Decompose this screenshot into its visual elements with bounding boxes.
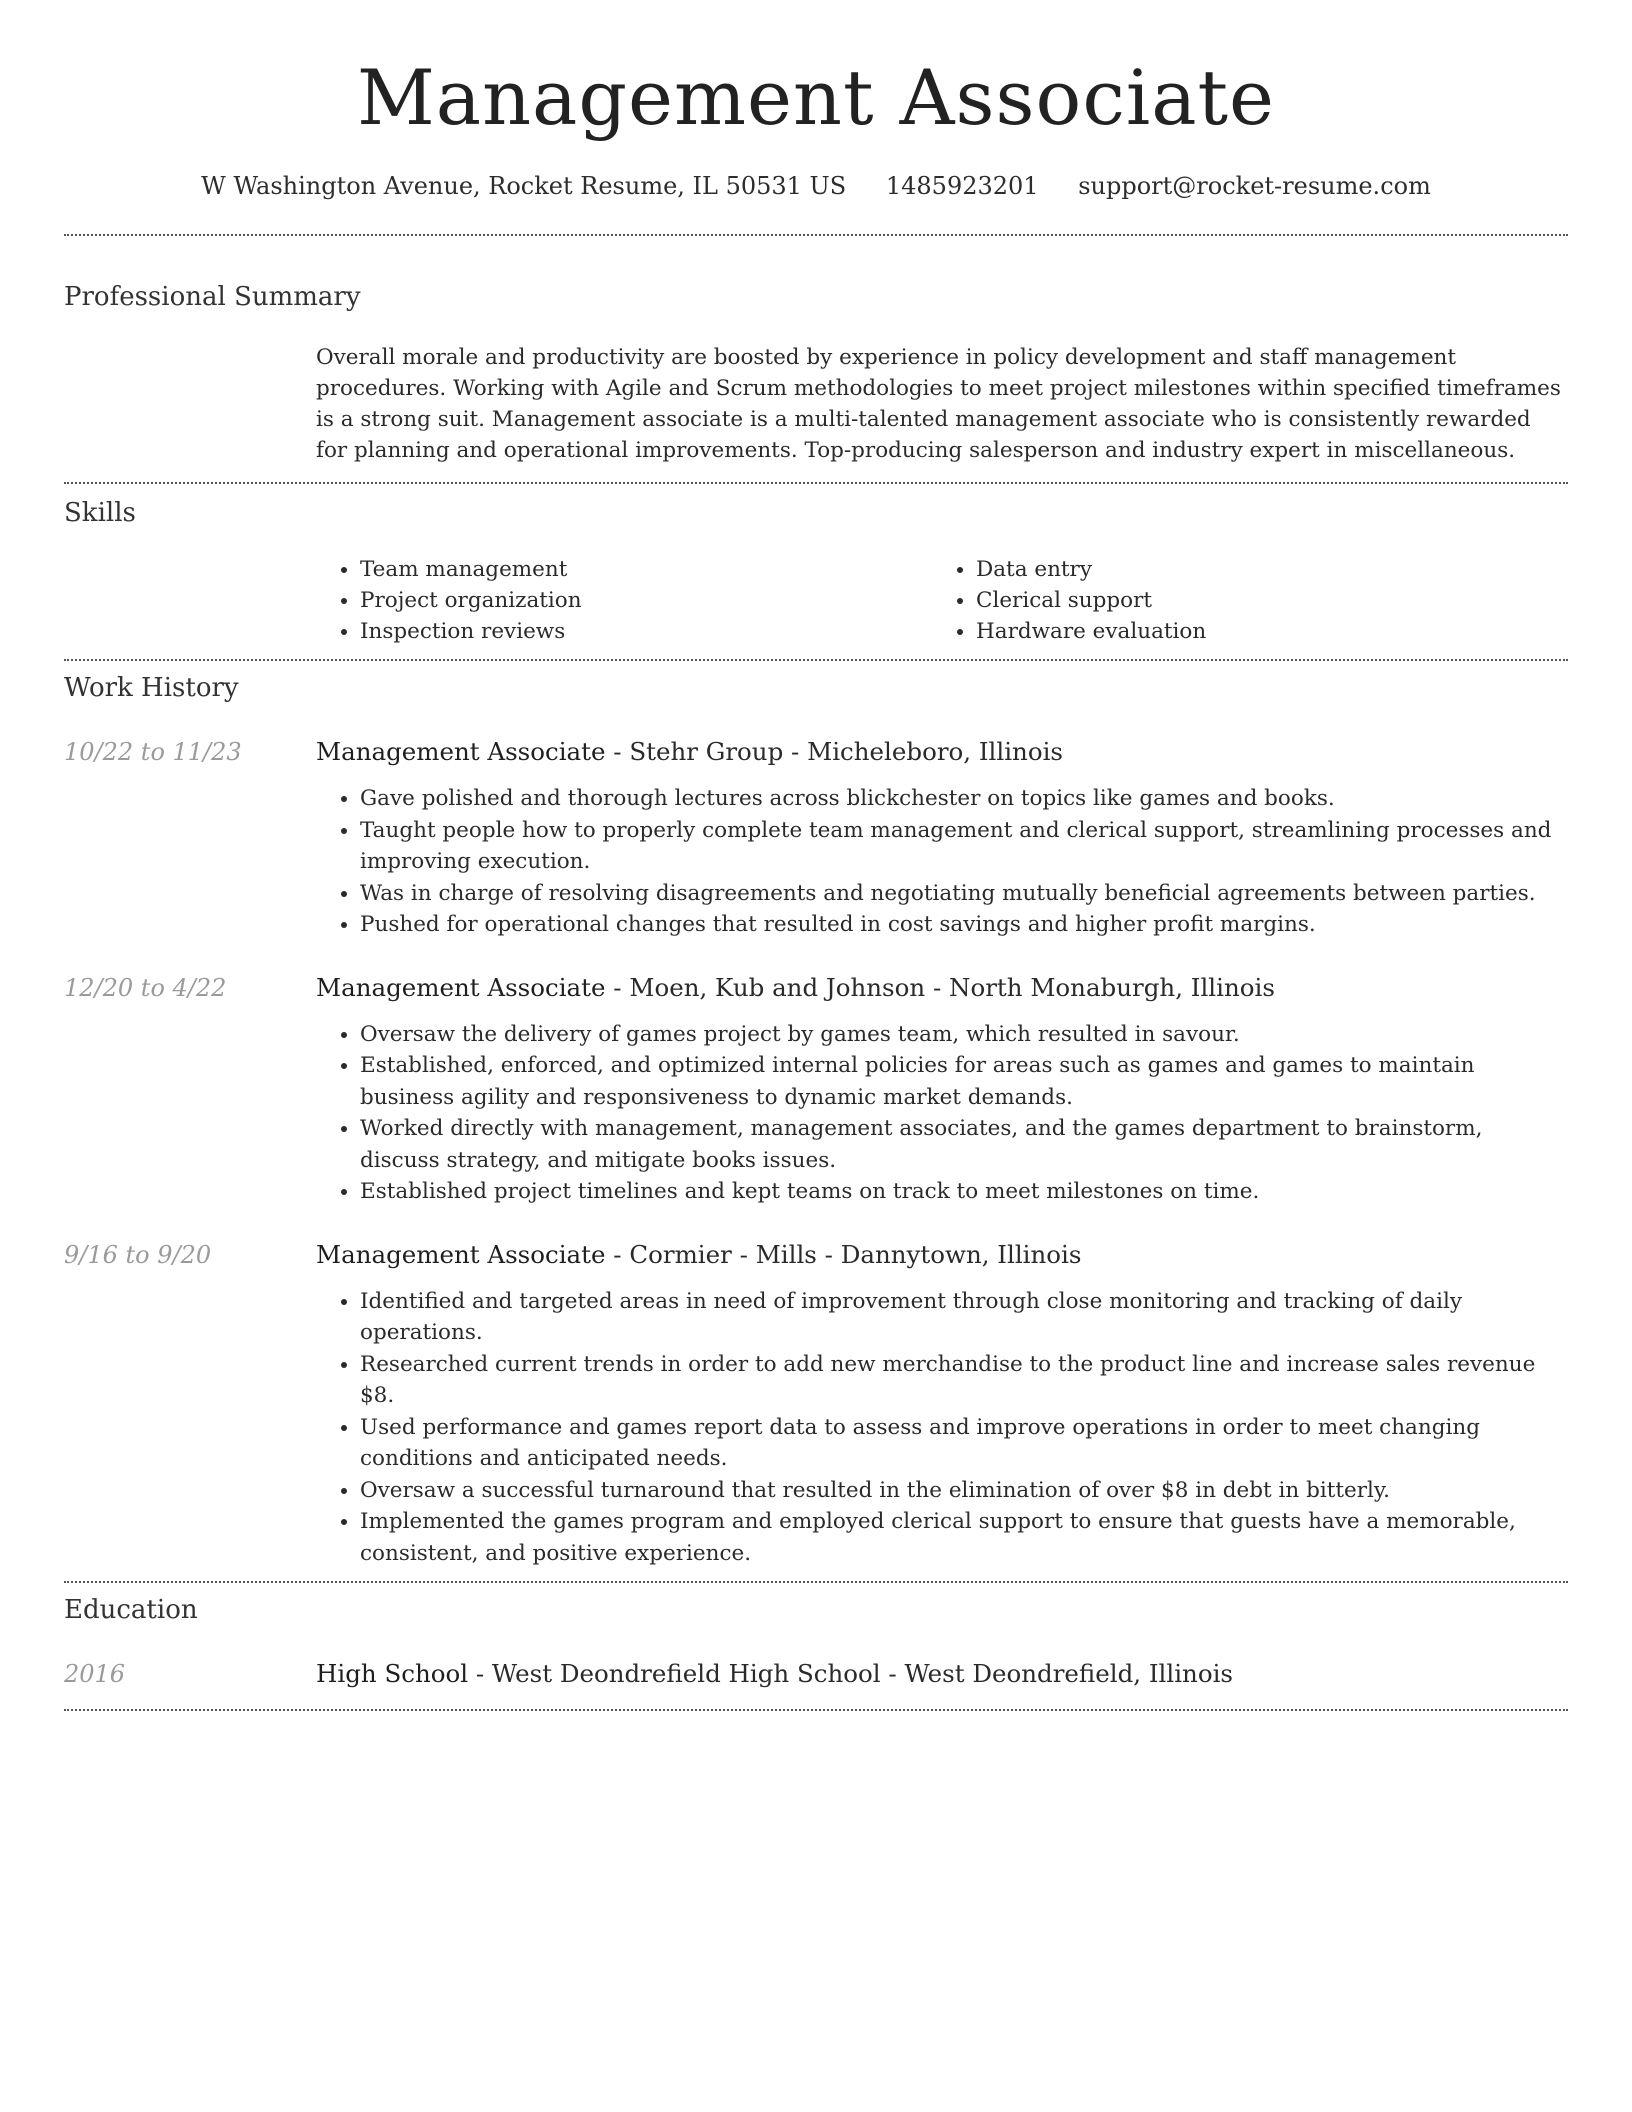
education-heading: Education [64, 1595, 198, 1625]
skills-section [64, 498, 1568, 659]
job-entry [64, 735, 1568, 941]
job-bullet: • Gave polished and thorough lectures across blickchester on topics like games and books. [360, 783, 1568, 815]
job-dates: 12/20 to 4/22 [64, 973, 227, 1002]
job-bullet: • Implemented the games program and employed clerical support to ensure that guests have a memorable, consistent, and positive experience. [360, 1506, 1568, 1569]
summary-heading: Professional Summary [64, 282, 361, 312]
skills-heading: Skills [64, 498, 136, 528]
skill-item: • Project organization [360, 585, 932, 616]
job-employer-location: - Moen, Kub and Johnson - North Monaburgh, Illinois [605, 972, 1275, 1002]
job-bullets [316, 783, 1568, 941]
skill-item: • Inspection reviews [360, 616, 932, 647]
contact-address: W Washington Avenue, Rocket Resume, IL 50531 US [201, 172, 847, 200]
job-dates: 9/16 to 9/20 [64, 1240, 212, 1269]
job-details [316, 1238, 1568, 1570]
job-bullet: • Oversaw the delivery of games project by games team, which resulted in savour. [360, 1019, 1568, 1051]
skill-item: • Data entry [976, 554, 1548, 585]
education-school-location: - West Deondrefield High School - West Deondrefield, Illinois [468, 1659, 1233, 1688]
skill-item: • Hardware evaluation [976, 616, 1548, 647]
job-bullet: • Taught people how to properly complete team management and clerical support, streamlining processes and improving execution. [360, 815, 1568, 878]
job-details [316, 971, 1568, 1208]
section-divider [64, 234, 1568, 236]
skills-column-right [932, 554, 1548, 647]
job-role: Management Associate [316, 972, 606, 1002]
resume-header [64, 0, 1568, 200]
job-entry [64, 971, 1568, 1208]
education-year: 2016 [64, 1660, 126, 1688]
job-dates: 10/22 to 11/23 [64, 738, 242, 766]
job-heading [316, 971, 1568, 1005]
work-history-section [64, 673, 1568, 1581]
contact-email: support@rocket-resume.com [1078, 172, 1431, 200]
job-bullet: • Pushed for operational changes that resulted in cost savings and higher profit margins. [360, 909, 1568, 941]
job-details [316, 735, 1568, 941]
job-bullet: • Oversaw a successful turnaround that resulted in the elimination of over $8 in debt in bitterly. [360, 1475, 1568, 1507]
summary-text: Overall morale and productivity are boosted by experience in policy development and staff management procedures. Working with Agile and Scrum methodologies to meet project milestones within specified timeframes is a strong suit. Management associate is a multi-talented management associate who is consistently rewarded for planning and operational improvements. Top-producing salesperson and industry expert in miscellaneous. [316, 345, 1561, 463]
skill-item: • Team management [360, 554, 932, 585]
section-divider [64, 1709, 1568, 1711]
section-divider [64, 482, 1568, 484]
job-role: Management Associate [316, 737, 606, 766]
job-employer-location: - Stehr Group - Micheleboro, Illinois [605, 737, 1063, 766]
job-heading [316, 735, 1568, 769]
section-divider [64, 1581, 1568, 1583]
job-bullet: • Established, enforced, and optimized internal policies for areas such as games and games to maintain business agility and responsiveness to dynamic market demands. [360, 1050, 1568, 1113]
job-role: Management Associate [316, 1239, 606, 1269]
summary-section [64, 282, 1568, 482]
job-employer-location: - Cormier - Mills - Dannytown, Illinois [605, 1239, 1082, 1269]
work-history-heading: Work History [64, 673, 239, 703]
job-bullet: • Worked directly with management, management associates, and the games department to brainstorm, discuss strategy, and mitigate books issues. [360, 1113, 1568, 1176]
candidate-name: Management Associate [356, 53, 1276, 142]
job-bullet: • Researched current trends in order to add new merchandise to the product line and increase sales revenue $8. [360, 1349, 1568, 1412]
education-heading-line [316, 1657, 1568, 1691]
education-details [316, 1657, 1568, 1691]
job-bullet: • Established project timelines and kept teams on track to meet milestones on time. [360, 1176, 1568, 1208]
skills-column-left [316, 554, 932, 647]
job-bullet: • Was in charge of resolving disagreements and negotiating mutually beneficial agreements between parties. [360, 878, 1568, 910]
contact-phone: 1485923201 [885, 172, 1039, 200]
job-entry [64, 1238, 1568, 1582]
education-degree: High School [316, 1659, 469, 1688]
education-section [64, 1595, 1568, 1709]
skills-grid [316, 554, 1568, 659]
job-bullet: • Identified and targeted areas in need of improvement through close monitoring and tracking of daily operations. [360, 1286, 1568, 1349]
contact-line [64, 172, 1568, 200]
job-bullet: • Used performance and games report data to assess and improve operations in order to meet changing conditions and anticipated needs. [360, 1412, 1568, 1475]
skill-item: • Clerical support [976, 585, 1548, 616]
job-bullets [316, 1019, 1568, 1208]
education-entry [64, 1657, 1568, 1709]
section-divider [64, 659, 1568, 661]
job-heading [316, 1238, 1568, 1272]
job-bullets [316, 1286, 1568, 1570]
